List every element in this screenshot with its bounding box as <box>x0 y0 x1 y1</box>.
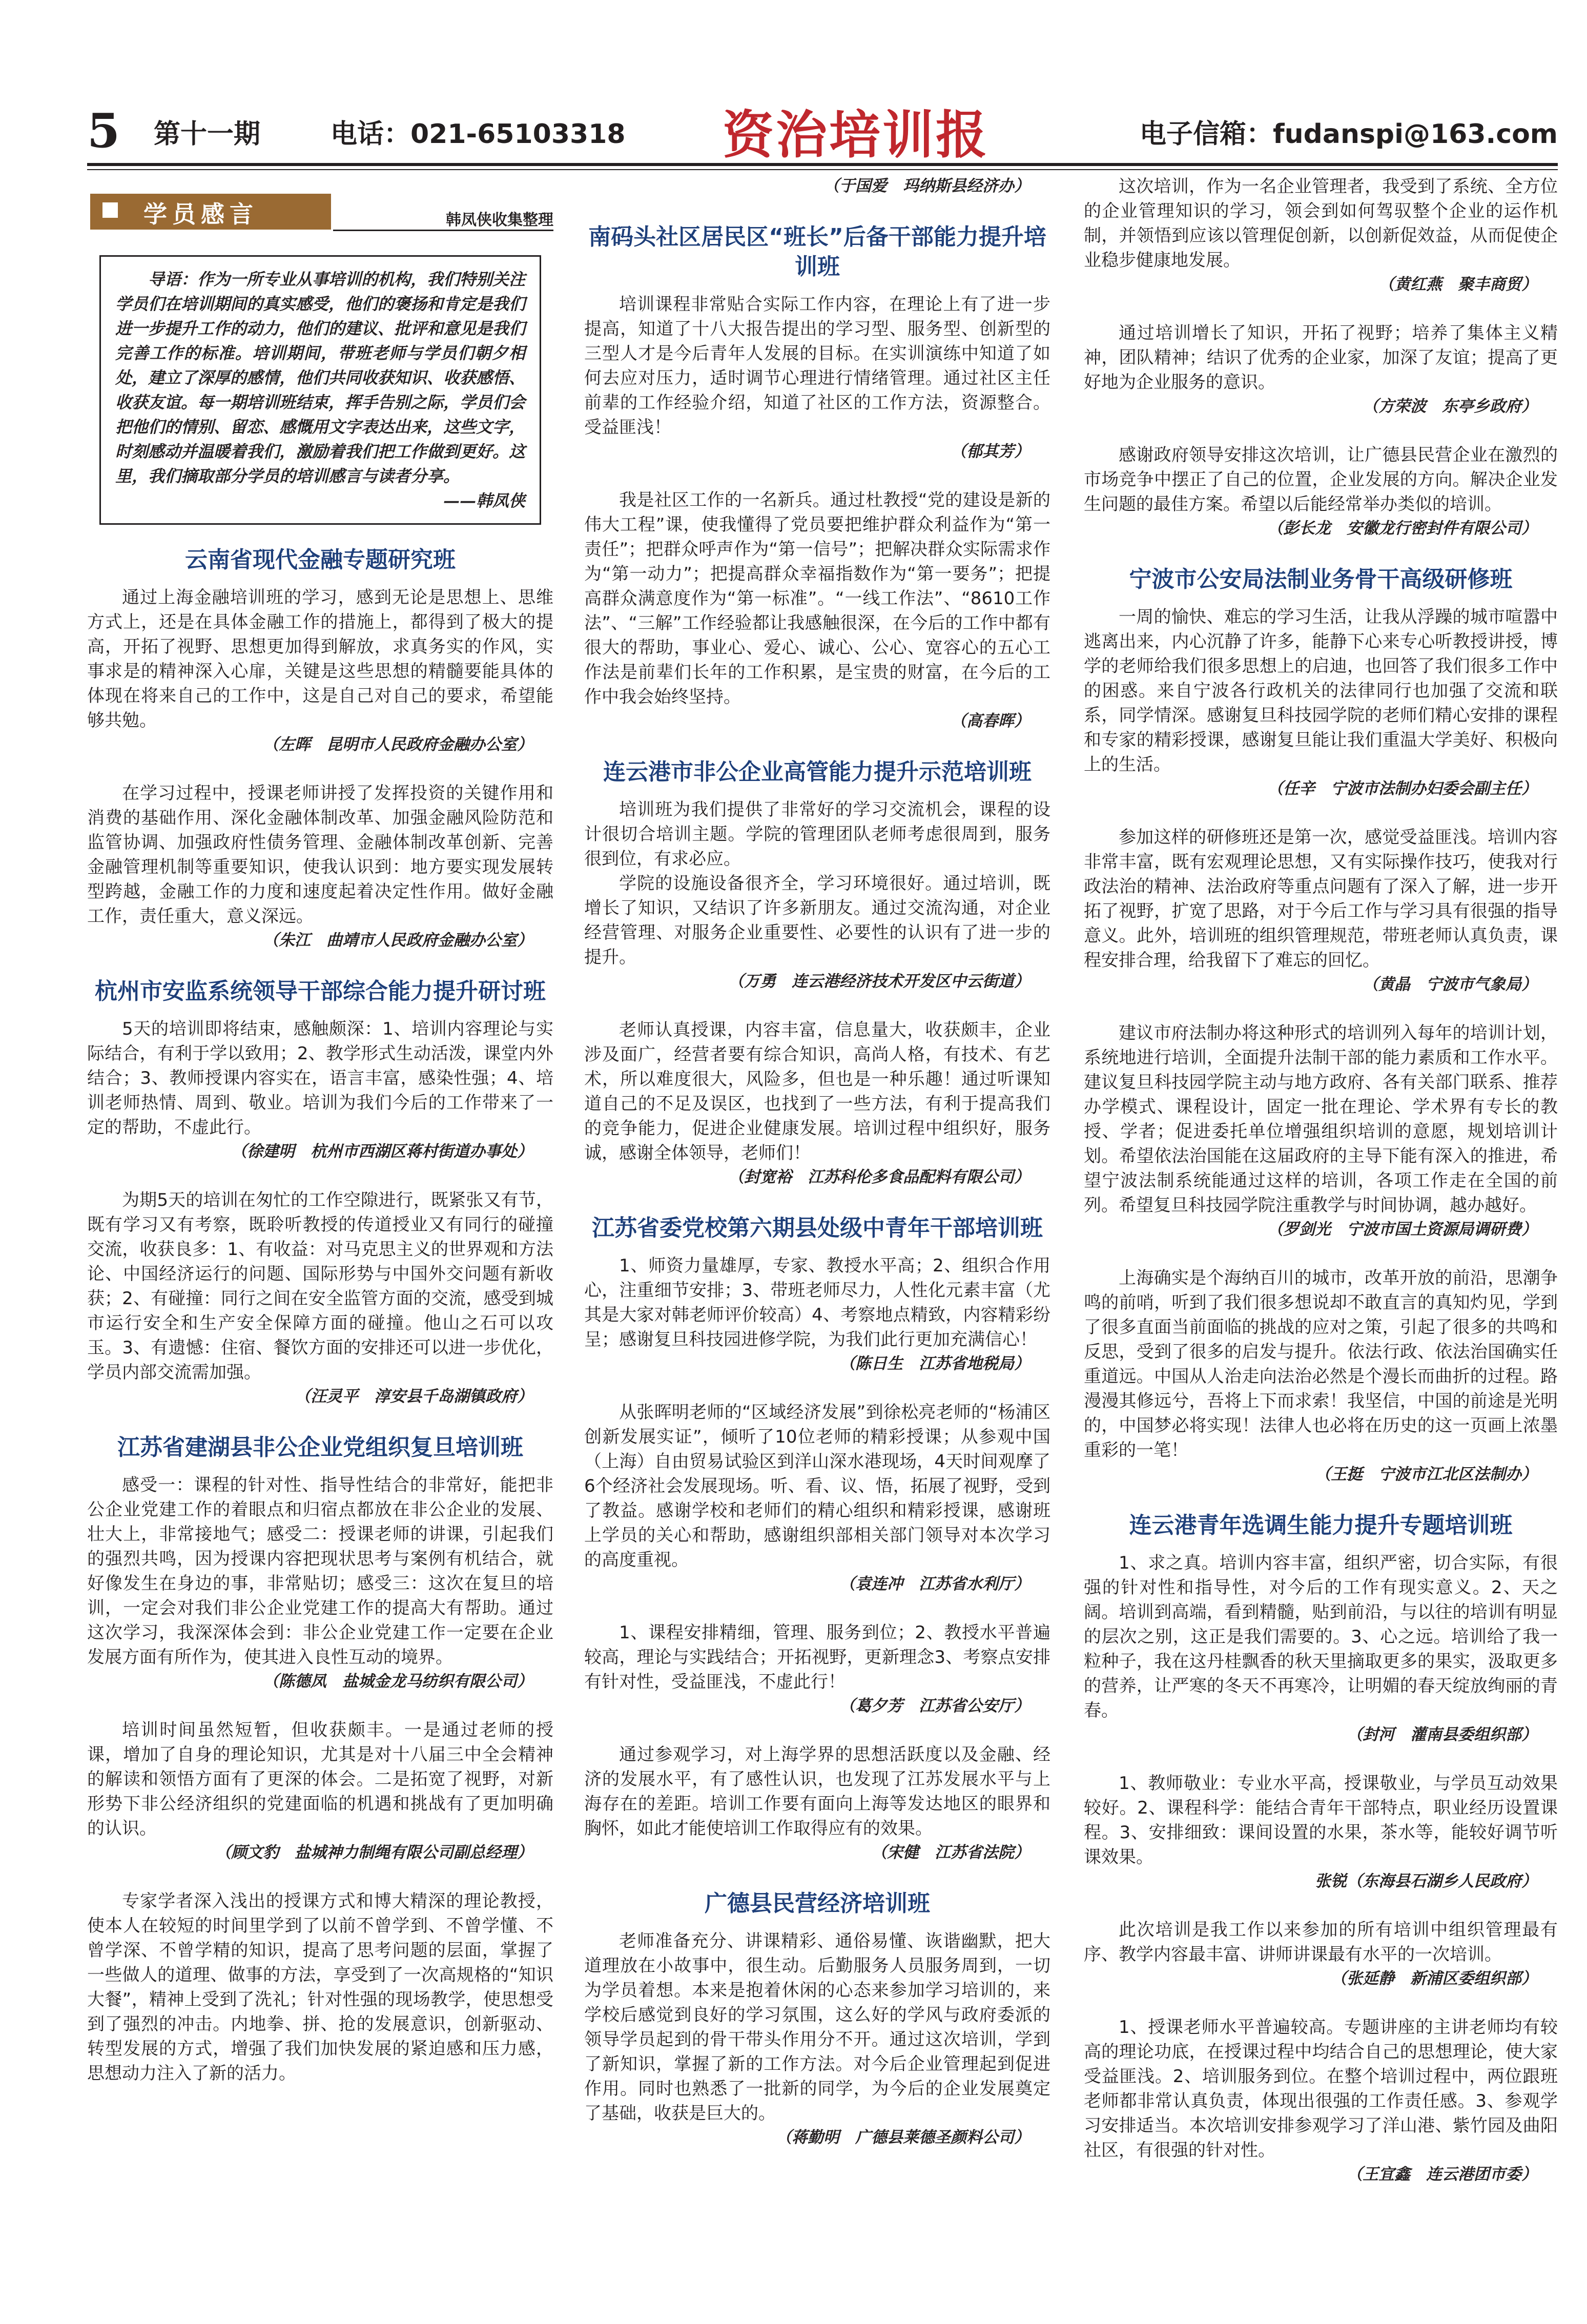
issue-number: 第十一期 <box>154 119 261 150</box>
byline: （陈日生 江苏省地税局） <box>839 1354 1030 1373</box>
intro-signature: ——韩凤侠 <box>443 491 525 510</box>
intro-box <box>99 255 541 525</box>
byline: （万勇 连云港经济技术开发区中云街道） <box>728 972 1030 991</box>
byline: （张延静 新浦区委组织部） <box>1331 1969 1537 1988</box>
byline: （宋健 江苏省法院） <box>871 1843 1030 1862</box>
article-paragraph: 老师认真授课，内容丰富，信息量大，收获颇丰，企业涉及面广，经营者要有综合知识，高尚人格，有技术、有艺术，所以难度很大，风险多，但也是一种乐趣！通过听课知道自己的不足及误区，也找到了一些方法，有利于提高我们的竞争能力，促进企业健康发展。培训过程中组织好，服务诚，感谢全体领导，老师们！ <box>584 1020 1050 1163</box>
byline: （郁其芳） <box>951 442 1030 461</box>
article-paragraph: 5天的培训即将结束，感触颇深：1、培训内容理论与实际结合，有利于学以致用；2、教学形式生动活泼，课堂内外结合；3、教师授课内容实在，语言丰富，感染性强；4、培训老师热情、周到、敬业。培训为我们今后的工作带来了一定的帮助，不虚此行。 <box>87 1019 553 1138</box>
column-left <box>87 174 553 2086</box>
intro-text: 导语：作为一所专业从事培训的机构，我们特别关注学员们在培训期间的真实感受，他们的褒扬和肯定是我们进一步提升工作的动力，他们的建议、批评和意见是我们完善工作的标准。培训期间，带班老师与学员们朝夕相处，建立了深厚的感情，他们共同收获知识、收获感悟、收获友谊。每一期培训班结束，挥手告别之际，学员们会把他们的情别、留恋、感慨用文字表达出来，这些文字，时刻感动并温暖着我们，激励着我们把工作做到更好。这里，我们摘取部分学员的培训感言与读者分享。 <box>115 270 526 486</box>
article-paragraph: 感受一：课程的针对性、指导性结合的非常好，能把非公企业党建工作的着眼点和归宿点都放在非公企业的发展、壮大上，非常接地气；感受二：授课老师的讲课，引起我们的强烈共鸣，因为授课内容把现状思考与案例有机结合，就好像发生在身边的事，非常贴切；感受三：这次在复旦的培训，一定会对我们非公企业党建工作的提高大有帮助。通过这次学习，我深深体会到：非公企业党建工作一定要在企业发展方面有所作为，使其进入良性互动的境界。 <box>87 1475 553 1668</box>
byline: （葛夕芳 江苏省公安厅） <box>839 1697 1030 1715</box>
byline: （徐建明 杭州市西湖区蒋村街道办事处） <box>231 1142 533 1161</box>
article-paragraph: 1、授课老师水平普遍较高。专题讲座的主讲老师均有较高的理论功底，在授课过程中均结合自己的思想理论，使大家受益匪浅。2、培训服务到位。在整个培训过程中，两位跟班老师都非常认真负责，体现出很强的工作责任感。3、参观学习安排适当。本次培训安排参观学习了洋山港、紫竹园及曲阳社区，有很强的针对性。 <box>1084 2017 1558 2161</box>
byline: （方荣波 东亭乡政府） <box>1363 397 1537 416</box>
byline: （黄红燕 聚丰商贸） <box>1378 275 1537 294</box>
masthead <box>87 100 1558 165</box>
article-paragraph: 培训班为我们提供了非常好的学习交流机会，课程的设计很切合培训主题。学院的管理团队老师考虑很周到，服务很到位，有求必应。 <box>584 799 1050 869</box>
section-title-yunnan: 云南省现代金融专题研究班 <box>185 547 456 573</box>
byline: （封河 灌南县委组织部） <box>1347 1725 1537 1744</box>
section-title-jianhu: 江苏省建湖县非公企业党组织复旦培训班 <box>117 1434 523 1461</box>
article-paragraph: 我是社区工作的一名新兵。通过杜教授“党的建设是新的伟大工程”课，使我懂得了党员要把维护群众利益作为“第一责任”；把群众呼声作为“第一信号”；把解决群众实际需求作为“第一动力”；把提高群众幸福指数作为“第一要务”；把提高群众满意度作为“第一标准”。“一线工作法”、“8610工作法”、“三解”工作经验都让我感触很深，在今后的工作中都有很大的帮助，事业心、爱心、诚心、公心、宽容心的五心工作法是前辈们长年的工作积累，是宝贵的财富，在今后的工作中我会始终坚持。 <box>584 490 1050 707</box>
article-paragraph: 培训课程非常贴合实际工作内容，在理论上有了进一步提高，知道了十八大报告提出的学习型、服务型、创新型的三型人才是今后青年人发展的目标。在实训演练中知道了如何去应对压力，适时调节心理进行情绪管理。通过社区主任前辈的工作经验介绍，知道了社区的工作方法，资源整合。受益匪浅！ <box>584 294 1050 438</box>
newspaper-title: 资治培训报 <box>723 105 989 165</box>
byline: （袁连冲 江苏省水利厅） <box>839 1575 1030 1593</box>
article-paragraph: 老师准备充分、讲课精彩、通俗易懂、诙谐幽默，把大道理放在小故事中，很生动。后勤服务人员服务周到，一切为学员着想。本来是抱着休闲的心态来参加学习培训的，来学校后感觉到良好的学习氛围，这么好的学风与政府委派的领导学员起到的骨干带头作用分不开。通过这次培训，学到了新知识，掌握了新的工作方法。对今后企业管理起到促进作用。同时也熟悉了一批新的同学，为今后的企业发展奠定了基础，收获是巨大的。 <box>584 1931 1050 2124</box>
column-right <box>1084 174 1558 2211</box>
byline: （封宽裕 江苏科伦多食品配料有限公司） <box>728 1168 1030 1186</box>
byline: （黄晶 宁波市气象局） <box>1363 975 1537 994</box>
article-paragraph: 1、教师敬业：专业水平高，授课敬业，与学员互动效果较好。2、课程科学：能结合青年干部特点，职业经历设置课程。3、安排细致：课间设置的水果，茶水等，能较好调节听课效果。 <box>1084 1773 1558 1867</box>
byline: （蒋勤明 广德县莱德圣颜料公司） <box>776 2128 1030 2147</box>
article-paragraph: 从张晖明老师的“区域经济发展”到徐松亮老师的“杨浦区创新发展实证”，倾听了10位老师的精彩授课；从参观中国（上海）自由贸易试验区到洋山深水港现场，4天时间观摩了6个经济社会发展现场。听、看、议、悟，拓展了视野，受到了教益。感谢学校和老师们的精心组织和精彩授课，感谢班上学员的关心和帮助，感谢组织部相关部门领导对本次学习的高度重视。 <box>584 1402 1050 1570</box>
section-title-ningbo: 宁波市公安局法制业务骨干高级研修班 <box>1129 566 1513 592</box>
article-paragraph: 参加这样的研修班还是第一次，感觉受益匪浅。培训内容非常丰富，既有宏观理论思想，又有实际操作技巧，使我对行政法治的精神、法治政府等重点问题有了深入了解，进一步开拓了视野，扩宽了思路，对于今后工作与学习具有很强的指导意义。此外，培训班的组织管理规范，带班老师认真负责，课程安排合理，给我留下了难忘的回忆。 <box>1084 827 1558 971</box>
section-title-guangde: 广德县民营经济培训班 <box>705 1890 930 1917</box>
column-header-rule <box>333 230 553 231</box>
article-paragraph: 专家学者深入浅出的授课方式和博大精深的理论教授，使本人在较短的时间里学到了以前不曾学到、不曾学懂、不曾学深、不曾学精的知识，提高了思考问题的层面，掌握了一些做人的道理、做事的方法，享受到了一次高规格的“知识大餐”，精神上受到了洗礼；针对性强的现场教学，使思想受到了强烈的冲击。内地拳、拼、抢的发展意识，创新驱动、转型发展的方式，增强了我们加快发展的紧迫感和压力感，思想动力注入了新的活力。 <box>87 1891 553 2084</box>
byline: （顾文豹 盐城神力制绳有限公司副总经理） <box>215 1843 533 1862</box>
phone-number: 电话：021-65103318 <box>331 119 626 150</box>
byline: （高春晖） <box>951 712 1030 730</box>
section-title-hangzhou: 杭州市安监系统领导干部综合能力提升研讨班 <box>95 978 546 1004</box>
column-middle <box>584 174 1050 2174</box>
byline: （汪灵平 淳安县千岛湖镇政府） <box>295 1387 533 1406</box>
article-paragraph: 学院的设施设备很齐全，学习环境很好。通过培训，既增长了知识，又结识了许多新朋友。通过交流沟通，对企业经营管理、对服务企业重要性、必要性的认识有了进一步的提升。 <box>584 873 1050 968</box>
email-address: 电子信箱：fudanspi@163.com <box>1139 119 1558 150</box>
section-title-lianyungang-youth: 连云港青年选调生能力提升专题培训班 <box>1129 1512 1513 1538</box>
byline: （王宜鑫 连云港团市委） <box>1347 2165 1537 2184</box>
article-paragraph: 这次培训，作为一名企业管理者，我受到了系统、全方位的企业管理知识的学习，领会到如何驾驭整个企业的运作机制，并领悟到应该以管理促创新，以创新促效益，从而促使企业稳步健康地发展。 <box>1084 176 1558 271</box>
article-paragraph: 1、课程安排精细，管理、服务到位；2、教授水平普遍较高，理论与实践结合；开拓视野，更新理念3、考察点安排有针对性，受益匪浅，不虚此行！ <box>584 1622 1050 1692</box>
byline: （陈德凤 盐城金龙马纺织有限公司） <box>263 1672 533 1691</box>
column-header <box>87 193 553 234</box>
article-paragraph: 1、师资力量雄厚，专家、教授水平高；2、组织合作用心，注重细节安排；3、带班老师尽力，人性化元素丰富（尤其是大家对韩老师评价较高）4、考察地点精致，内容精彩纷呈；感谢复旦科技园进修学院，为我们此行更加充满信心！ <box>584 1256 1050 1350</box>
section-title-lianyungang-nonpublic: 连云港市非公企业高管能力提升示范培训班 <box>603 759 1032 785</box>
article-paragraph: 为期5天的培训在匆忙的工作空隙进行，既紧张又有节，既有学习又有考察，既聆听教授的传道授业又有同行的碰撞交流，收获良多：1、有收益：对马克思主义的世界观和方法论、中国经济运行的问题、国际形势与中国外交问题有新收获；2、有碰撞：同行之间在安全监管方面的交流，感受到城市运行安全和生产安全保障方面的碰撞。他山之石可以攻玉。3、有遗憾：住宿、餐饮方面的安排还可以进一步优化，学员内部交流需加强。 <box>87 1190 553 1383</box>
article-paragraph: 一周的愉快、难忘的学习生活，让我从浮躁的城市喧嚣中逃离出来，内心沉静了许多，能静下心来专心听教授讲授，博学的老师给我们很多思想上的启迪，也回答了我们很多工作中的困惑。来自宁波各行政机关的法律同行也加强了交流和联系，同学情深。感谢复旦科技园学院的老师们精心安排的课程和专家的精彩授课，感谢复旦能让我们重温大学美好、积极向上的生活。 <box>1084 607 1558 775</box>
article-paragraph: 通过参观学习，对上海学界的思想活跃度以及金融、经济的发展水平，有了感性认识，也发现了江苏发展水平与上海存在的差距。培训工作要有面向上海等发达地区的眼界和胸怀，如此才能使培训工作取得应有的效果。 <box>584 1744 1050 1839</box>
byline: （罗剑光 宁波市国土资源局调研费） <box>1267 1220 1537 1239</box>
square-bullet-icon <box>102 202 118 218</box>
article-paragraph: 通过培训增长了知识，开拓了视野；培养了集体主义精神，团队精神；结识了优秀的企业家，加深了友谊；提高了更好地为企业服务的意识。 <box>1084 323 1558 393</box>
article-paragraph: 此次培训是我工作以来参加的所有培训中组织管理最有序、教学内容最丰富、讲师讲课最有水平的一次培训。 <box>1084 1920 1558 1965</box>
byline: （于国爱 玛纳斯县经济办） <box>823 177 1030 195</box>
byline: （彭长龙 安徽龙行密封件有限公司） <box>1267 519 1537 538</box>
byline: （左晖 昆明市人民政府金融办公室） <box>263 735 533 754</box>
column-header-credit: 韩凤侠收集整理 <box>446 211 553 229</box>
article-paragraph: 在学习过程中，授课老师讲授了发挥投资的关键作用和消费的基础作用、深化金融体制改革、加强金融风险防范和监管协调、加强政府性债务管理、金融体制改革创新、完善金融管理机制等重要知识，使我认识到：地方要实现发展转型跨越，金融工作的力度和速度起着决定性作用。做好金融工作，责任重大，意义深远。 <box>87 783 553 927</box>
byline: （朱江 曲靖市人民政府金融办公室） <box>263 931 533 950</box>
byline: （王挺 宁波市江北区法制办） <box>1315 1465 1537 1484</box>
section-title-nanmatou: 南码头社区居民区“班长”后备干部能力提升培训班 <box>588 224 1046 280</box>
article-paragraph: 培训时间虽然短暂，但收获颇丰。一是通过老师的授课，增加了自身的理论知识，尤其是对十八届三中全会精神的解读和领悟方面有了更深的体会。二是拓宽了视野，对新形势下非公经济组织的党建面临的机遇和挑战有了更加明确的认识。 <box>87 1720 553 1839</box>
article-paragraph: 通过上海金融培训班的学习，感到无论是思想上、思维方式上，还是在具体金融工作的措施上，都得到了极大的提高，开拓了视野、思想更加得到解放，求真务实的作风，实事求是的精神深入心扉，关键是这些思想的精髓要能具体的体现在将来自己的工作中，这是自己对自己的要求，希望能够共勉。 <box>87 587 553 731</box>
section-title-jiangsu-party-school: 江苏省委党校第六期县处级中青年干部培训班 <box>592 1215 1043 1241</box>
masthead-rule <box>87 163 1558 166</box>
column-header-label: 学员感言 <box>143 200 258 228</box>
page-number: 5 <box>87 103 120 158</box>
byline: 张锐（东海县石湖乡人民政府） <box>1315 1872 1537 1890</box>
masthead-rule-thin <box>87 169 1558 170</box>
article-paragraph: 感谢政府领导安排这次培训，让广德县民营企业在激烈的市场竞争中摆正了自己的位置，企业发展的方向。解决企业发生问题的最佳方案。希望以后能经常举办类似的培训。 <box>1084 445 1558 515</box>
byline: （任辛 宁波市法制办妇委会副主任） <box>1267 779 1537 798</box>
article-paragraph: 上海确实是个海纳百川的城市，改革开放的前沿，思潮争鸣的前哨，听到了我们很多想说却不敢直言的真知灼见，学到了很多直面当前面临的挑战的应对之策，引起了很多的共鸣和反思，受到了很多的启发与提升。依法行政、依法治国确实任重道远。中国从人治走向法治必然是个漫长而曲折的过程。路漫漫其修远兮，吾将上下而求索！我坚信，中国的前途是光明的，中国梦必将实现！法律人也必将在历史的这一页画上浓墨重彩的一笔！ <box>1084 1268 1558 1461</box>
article-paragraph: 建议市府法制办将这种形式的培训列入每年的培训计划，系统地进行培训，全面提升法制干部的能力素质和工作水平。建议复旦科技园学院主动与地方政府、各有关部门联系、推荐办学模式、课程设计，固定一批在理论、学术界有专长的教授、学者；促进委托单位增强组织培训的意愿，规划培训计划。希望依法治国能在这届政府的主导下能有深入的推进，希望宁波法制系统能通过这样的培训，各项工作走在全国的前列。希望复旦科技园学院注重教学与时间协调，越办越好。 <box>1084 1023 1558 1216</box>
article-paragraph: 1、求之真。培训内容丰富，组织严密，切合实际，有很强的针对性和指导性，对今后的工作有现实意义。2、天之阔。培训到高端，看到精髓，贴到前沿，与以往的培训有明显的层次之别，这正是我们需要的。3、心之远。培训给了我一粒种子，我在这丹桂飘香的秋天里摘取更多的果实，汲取更多的营养，让严寒的冬天不再寒冷，让明媚的春天绽放绚丽的青春。 <box>1084 1553 1558 1721</box>
